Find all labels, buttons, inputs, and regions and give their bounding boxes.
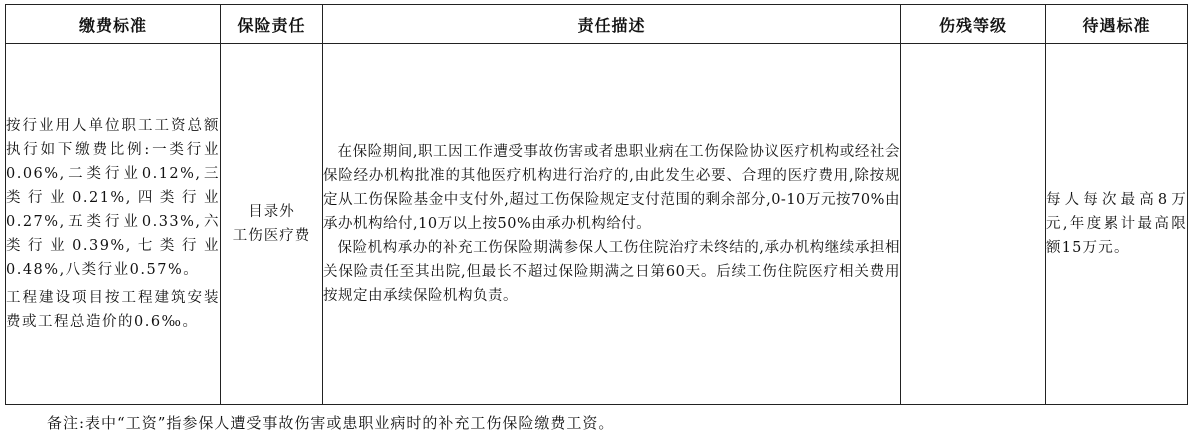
table-header-row <box>6 5 1188 44</box>
disability-grade-cell <box>901 44 1046 405</box>
description-paragraph-1: 在保险期间,职工因工作遭受事故伤害或者患职业病在工伤保险协议医疗机构或经社会保险经办机构批准的其他医疗机构进行治疗的,由此发生必要、合理的医疗费用,除按规定从工伤保险基金中支付外,超过工伤保险规定支付范围的剩余部分,0-10万元按70%由承办机构给付,10万以上按50%由承办机构给付。 <box>323 144 900 232</box>
header-disability-grade: 伤残等级 <box>901 5 1046 44</box>
description-paragraph-2: 保险机构承办的补充工伤保险期满参保人工伤住院治疗未终结的,承办机构继续承担相关保险责任至其出院,但最长不超过保险期满之日第60天。后续工伤住院医疗相关费用按规定由承续保险机构负责。 <box>323 240 900 304</box>
header-fee-standard: 缴费标准 <box>6 5 221 44</box>
benefit-standard-cell: 每人每次最高8万元,年度累计最高限额15万元。 <box>1046 44 1188 405</box>
fee-standard-cell <box>6 44 221 405</box>
insurance-benefits-table <box>5 4 1188 405</box>
responsibility-cell <box>221 44 323 405</box>
responsibility-line-1: 目录外 <box>248 204 295 220</box>
header-benefit-standard: 待遇标准 <box>1046 5 1188 44</box>
table-row <box>6 44 1188 405</box>
header-description: 责任描述 <box>323 5 901 44</box>
fee-standard-rates: 按行业用人单位职工工资总额执行如下缴费比例:一类行业0.06%,二类行业0.12%,三类行业0.21%,四类行业0.27%,五类行业0.33%,六类行业0.39%,七类行业0.48%,八类行业0.57%。 <box>6 118 220 278</box>
responsibility-line-2: 工伤医疗费 <box>232 228 311 244</box>
fee-standard-construction: 工程建设项目按工程建筑安装费或工程总造价的0.6‰。 <box>6 290 220 330</box>
header-responsibility: 保险责任 <box>221 5 323 44</box>
description-cell <box>323 44 901 405</box>
footnote: 备注:表中“工资”指参保人遭受事故伤害或患职业病时的补充工伤保险缴费工资。 <box>47 414 615 432</box>
